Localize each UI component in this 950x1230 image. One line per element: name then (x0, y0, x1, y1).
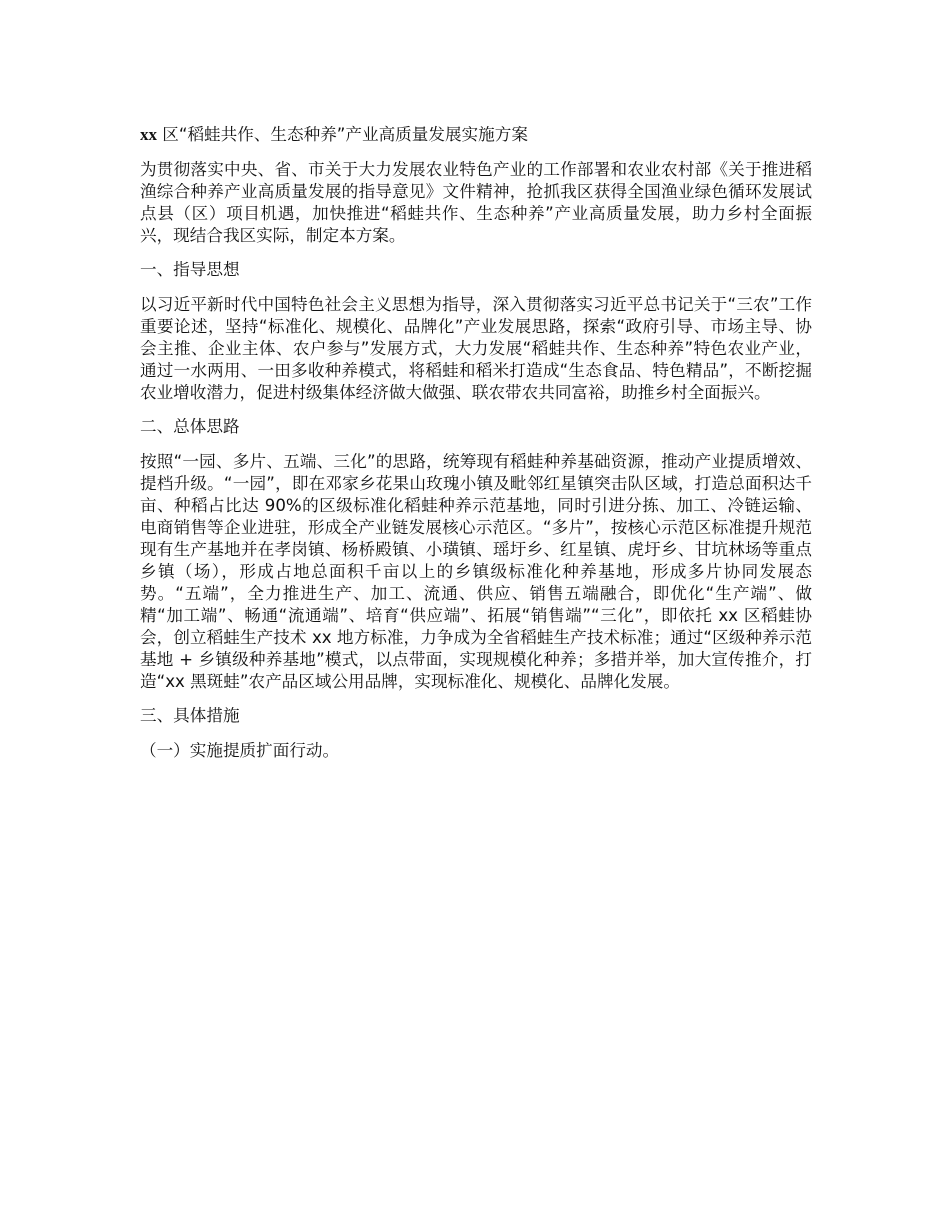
document-title (140, 124, 812, 146)
section-body-specific-measures: （一）实施提质扩面行动。 (140, 741, 340, 760)
title-prefix: xx (140, 125, 157, 144)
section-heading-guiding-ideology: 一、指导思想 (140, 260, 240, 279)
intro-paragraph: 为贯彻落实中央、省、市关于大力发展农业特色产业的工作部署和农业农村部《关于推进稻渔综合种养产业高质量发展的指导意见》文件精神，抢抓我区获得全国渔业绿色循环发展试点县（区）项目机遇，加快推进“稻蛙共作、生态种养”产业高质量发展，助力乡村全面振兴，现结合我区实际，制定本方案。 (140, 160, 812, 245)
section-body-guiding-ideology: 以习近平新时代中国特色社会主义思想为指导，深入贯彻落实习近平总书记关于“三农”工作重要论述，坚持“标准化、规模化、品牌化”产业发展思路，探索“政府引导、市场主导、协会主推、企业主体、农户参与”发展方式，大力发展“稻蛙共作、生态种养”特色农业产业，通过一水两用、一田多收种养模式，将稻蛙和稻米打造成“生态食品、特色精品”，不断挖掘农业增收潜力，促进村级集体经济做大做强、联农带农共同富裕，助推乡村全面振兴。 (140, 295, 812, 402)
section-heading-specific-measures: 三、具体措施 (140, 706, 240, 725)
section-heading-overall-approach: 二、总体思路 (140, 417, 240, 436)
document-page (140, 124, 812, 774)
section-body-overall-approach: 按照“一园、多片、五端、三化”的思路，统筹现有稻蛙种养基础资源，推动产业提质增效、提档升级。“一园”，即在邓家乡花果山玫瑰小镇及毗邻红星镇突击队区域，打造总面积达千亩、种稻占比达 90%的区级标准化稻蛙种养示范基地，同时引进分拣、加工、冷链运输、电商销售等企业进驻，形成全产业链发展核心示范区。“多片”，按核心示范区标准提升规范现有生产基地并在孝岗镇、杨桥殿镇、小璜镇、瑶圩乡、红星镇、虎圩乡、甘坑林场等重点乡镇（场），形成占地总面积千亩以上的乡镇级标准化种养基地，形成多片协同发展态势。“五端”，全力推进生产、加工、流通、供应、销售五端融合，即优化“生产端”、做精“加工端”、畅通“流通端”、培育“供应端”、拓展“销售端”“三化”，即依托 xx 区稻蛙协会，创立稻蛙生产技术 xx 地方标准，力争成为全省稻蛙生产技术标准；通过“区级种养示范基地 + 乡镇级种养基地”模式，以点带面，实现规模化种养；多措并举，加大宣传推介，打造“xx 黑斑蛙”农产品区域公用品牌，实现标准化、规模化、品牌化发展。 (140, 452, 812, 691)
title-text: 区“稻蛙共作、生态种养”产业高质量发展实施方案 (157, 125, 528, 144)
